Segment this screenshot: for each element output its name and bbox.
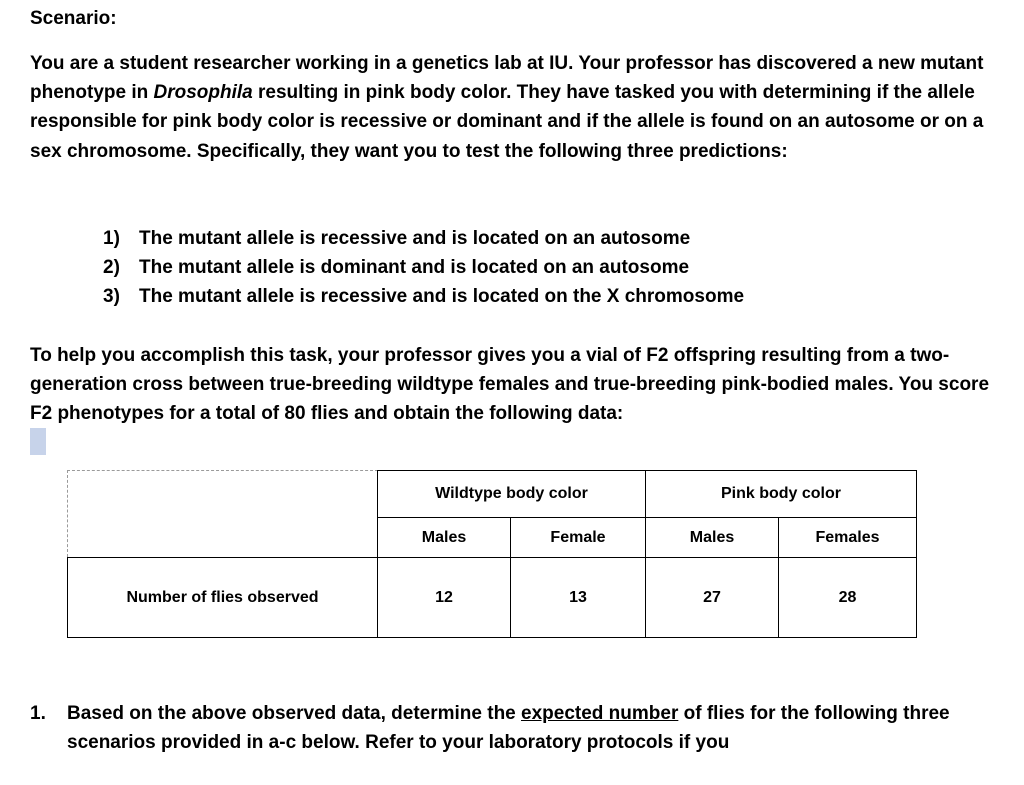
prediction-text: The mutant allele is recessive and is located on the X chromosome	[139, 286, 745, 308]
prediction-number: 2)	[103, 257, 120, 279]
intro-paragraph	[30, 49, 990, 166]
task-paragraph: To help you accomplish this task, your professor gives you a vial of F2 offspring resulting from a two-generation cross between true-breeding wildtype females and true-breeding pink-bodied males. You score F2 phenotypes for a total of 80 flies and obtain the following data:	[30, 345, 990, 425]
question-underlined-term: expected number	[521, 703, 679, 724]
predictions-list	[103, 224, 744, 312]
question-text	[67, 699, 990, 757]
intro-species-italic: Drosophila	[153, 82, 253, 104]
value-wildtype-female: 13	[510, 557, 646, 638]
prediction-item	[103, 282, 744, 311]
value-pink-males: 27	[645, 557, 779, 638]
table-corner-empty	[67, 470, 378, 557]
prediction-text: The mutant allele is recessive and is located on an autosome	[139, 228, 691, 249]
row-label-flies-observed: Number of flies observed	[67, 557, 378, 638]
scenario-heading: Scenario:	[30, 8, 117, 29]
question-text-after: of flies for the following three scenarios provided in a-c below. Refer to your laboratory protocols if you	[67, 703, 950, 754]
value-wildtype-males: 12	[377, 557, 511, 638]
question-number: 1.	[30, 703, 46, 724]
prediction-number: 3)	[103, 286, 120, 308]
subheader-pink-males: Males	[645, 517, 779, 558]
value-pink-females: 28	[778, 557, 917, 638]
question-1	[30, 699, 990, 757]
subheader-wildtype-female: Female	[510, 517, 646, 558]
header-pink-body-color: Pink body color	[645, 470, 917, 518]
intro-text-part1: You are a student researcher working in a genetics lab at IU. Your professor has discovered a new mutant phenotype in	[30, 53, 984, 104]
subheader-pink-females: Females	[778, 517, 917, 558]
subheader-wildtype-males: Males	[377, 517, 511, 558]
observed-data-table	[67, 470, 917, 638]
prediction-item	[103, 224, 744, 253]
intro-text-part2: resulting in pink body color. They have tasked you with determining if the allele responsible for pink body color is recessive or dominant and if the allele is found on an autosome or on a sex chromosome. Specifically, they want you to test the following three predictions:	[30, 82, 984, 162]
text-cursor-selection[interactable]	[30, 428, 46, 455]
prediction-number: 1)	[103, 228, 120, 249]
prediction-text: The mutant allele is dominant and is located on an autosome	[139, 257, 690, 279]
question-text-before: Based on the above observed data, determine the	[67, 703, 522, 724]
header-wildtype-body-color: Wildtype body color	[377, 470, 646, 518]
prediction-item	[103, 253, 744, 282]
